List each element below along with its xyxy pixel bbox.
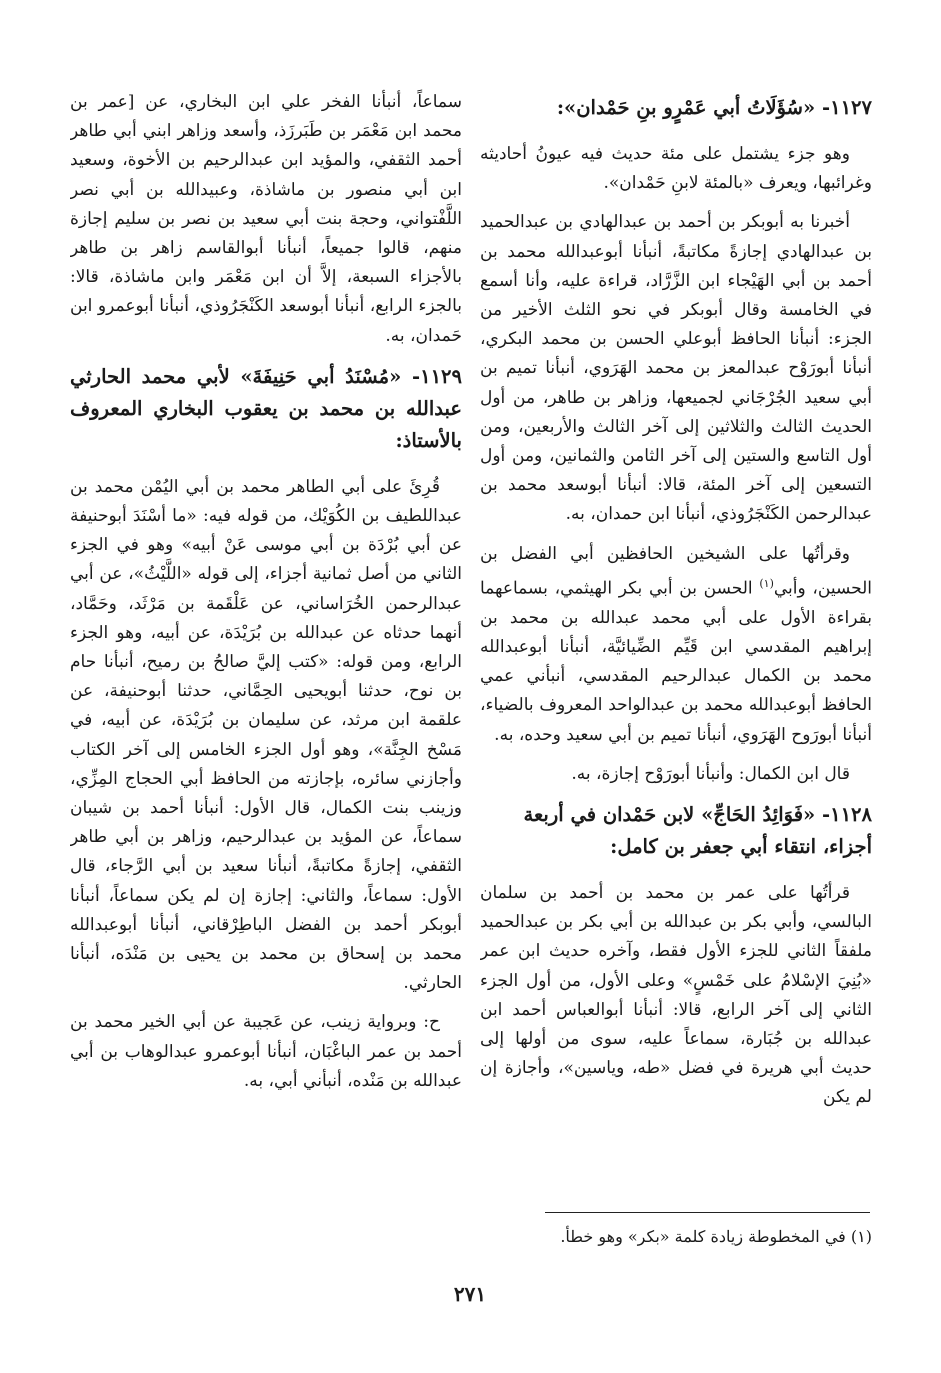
entry-1127-chain-3: قال ابن الكمال: وأنبأنا أبورَوْح إجازة، به. [571,763,850,784]
entry-1129-chain: قُرِئَ على أبي الطاهر محمد بن أبي اليُمْن محمد بن عبداللطيف بن الكُوَيْك، من قوله فيه: «ما أسْنَدَ أبوحنيفة عن أبي بُرْدَة بن أبي موسى عَنْ أبيه» وهو في الجزء الثاني من أصل ثمانية أجزاء، إلى قوله «اللَّيْثُ»، عن أبي عبدالرحمن الخُرَاساني، عن عَلْقَمة بن مَرْثَد، وحَمَّاد، أنهما حدثاه عن عبدالله بن بُرَيْدَة، عن أبيه، وهو الجزء الرابع، ومن قوله: «كتب إليَّ صالحُ بن رميح، أنبأنا حام بن نوح، حدثنا أبويحيى الحِمَّاني، حدثنا أبوحنيفة، عن علقمة ابن مرثد، عن سليمان بن بُرَيْدَة، عن أبيه، في مَسْخ الجِنَّة»، وهو أول الجزء الخامس إلى آخر الكتاب وأجازني سائره، بإجازته من الحافظ أبي الحجاج المِزِّي، وزينب بنت الكمال، قال الأول: أنبأنا أحمد بن شيبان سماعاً، عن المؤيد بن عبدالرحيم، وزاهر بن أبي طاهر الثقفي، إجازةً مكاتبةً، أنبأنا سعيد بن أبي الرَّجاء، قال الأول: سماعاً، والثاني: إجازة إن لم يكن سماعاً، أنبأنا أبوبكر أحمد بن الفضل الباطِرْقاني، أنبأنا أبوعبدالله محمد بن إسحاق بن محمد بن يحيى بن مَنْدَه، أنبأنا الحارثي. [70,476,462,994]
entry-1127-chain-2 [480,540,872,750]
entry-heading-1127: ١١٢٧- «سُؤَلَاتُ أبي عَمْرٍو بنِ حَمْدان»: [556,96,872,119]
entry-heading-1129: ١١٢٩- «مُسْنَدُ أبي حَنِيفَةَ» لأبي محمد الحارثي عبدالله بن محمد بن يعقوب البخاري المعروف بالأستاذ: [70,364,462,452]
entry-heading-1128: ١١٢٨- «فَوَائِدُ الحَاجِّ» لابن حَمْدان في أربعة أجزاء، انتقاء أبي جعفر بن كامل: [523,802,872,858]
entry-1127-chain-1: أخبرنا به أبوبكر بن أحمد بن عبدالهادي بن عبدالحميد بن عبدالهادي إجازةً مكاتبةً، أنبأنا أبوعبدالله محمد بن أحمد بن أبي الهَيْجاء ابن الزَّرَّاد، قراءة عليه، وأنا أسمع في الخامسة وقال أبوبكر في نحو الثلث الأخير من الجزء: أنبأنا الحافظ أبوعلي الحسن بن محمد البكري، أنبأنا أبورَوْح عبدالمعز بن محمد الهَرَوي، أنبأنا تميم بن أبي سعيد الجُرْجَاني لجميعها، وزاهر بن طاهر، من أول الحديث الثالث والثلاثين إلى آخر الثالث والأربعين، ومن أول التاسع والستين إلى آخر الثامن والثمانين، ومن أول التسعين إلى آخر المئة، قالا: أنبأنا أبوسعد محمد بن عبدالرحمن الكَنْجَرُوذي، أنبأنا ابن حمدان، به. [480,212,872,525]
footnote: (١) في المخطوطة زيادة كلمة «بكر» وهو خطأ. [560,1227,872,1246]
entry-1127-description: وهو جزء يشتمل على مئة حديث فيه عيونُ أحاديثه وغرائبها، ويعرف «بالمئة لابنِ حَمْدان». [480,144,872,194]
chain-2-text-rest: الحسن بن أبي بكر الهيثمي، بسماعهما بقراءة الأول على أبي محمد عبدالله بن محمد بن إبراهيم المقدسي ابن قَيِّم الضِّيائيَّة، أنبأنا أبوعبدالله محمد بن الكمال عبدالرحيم المقدسي، أنبأني عمي الحافظ أبوعبدالله محمد بن عبدالواحد المعروف بالضياء، أنبأنا أبورَوح الهَرَوي، أنبأنا تميم بن أبي سعيد وحده، به. [480,578,872,745]
footnote-reference: (١) [759,576,774,590]
entry-1129-alt-chain: ح: وبرواية زينب، عن عَجيبة عن أبي الخير محمد بن أحمد بن عمر الباغْبَان، أنبأنا أبوعمرو عبدالوهاب بن أبي عبدالله بن مَنْده، أنبأني أبي، به. [70,1012,462,1091]
chain-2-text: وقرأتُها على الشيخين الحافظين أبي الفضل بن الحسين، وأبي [480,543,872,599]
left-column [70,88,462,1188]
entry-1128-chain: قرأتُها على عمر بن محمد بن أحمد بن سلمان البالسي، وأبي بكر بن عبدالله بن أبي بكر بن عبدالحميد ملفقاً الثاني للجزء الأول فقط، وآخره حديث ابن عمر «بُنِيَ الإسْلامُ على خَمْسٍ» وعلى الأول، من أول الجزء الثاني إلى آخر الرابع، قالا: أنبأنا أبوالعباس أحمد ابن عبدالله بن جُبَارة، سماعاً عليه، سوى من أولها إلى حديث أبي هريرة في فضل «طه، وياسين»، وأجازة إن لم يكن [480,882,872,1108]
entry-1128-chain-continued: سماعاً، أنبأنا الفخر علي ابن البخاري، عن [عمر بن محمد ابن مَعْمَر بن طَبَرزَذ، وأسعد وزاهر ابني أبي طاهر أحمد الثقفي، والمؤيد ابن عبدالرحيم بن الأخوة، وسعيد ابن أبي منصور بن ماشاذة، وعبيدالله بن أبي نصر اللَّفْتواني، وحجة بنت أبي سعيد بن نصر بن سليم إجازة منهم، قالوا جميعاً، أنبأنا أبوالقاسم زاهر بن طاهر بالأجزاء السبعة، إلاَّ أن ابن مَعْمَر وابن ماشاذة، قالا: بالجزء الرابع، أنبأنا أبوسعد الكَنْجَرُوذي، أنبأنا أبوعمرو ابن حَمدان، به. [70,92,462,346]
page-number: ٢٧١ [453,1282,487,1306]
footnote-divider [545,1212,870,1213]
right-column [480,88,872,1200]
